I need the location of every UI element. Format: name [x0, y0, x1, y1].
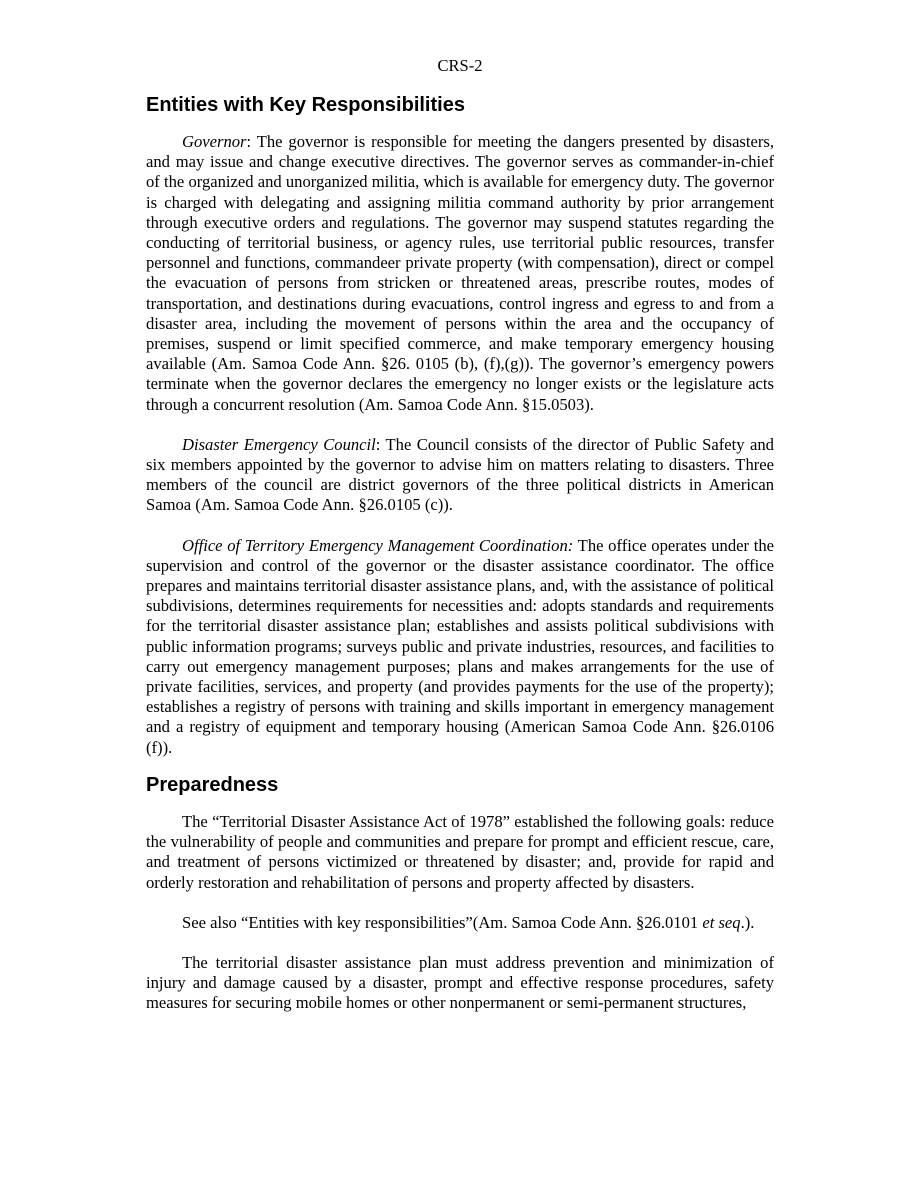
page-content — [146, 92, 774, 1034]
term-et-seq: et seq — [702, 912, 741, 932]
term-office-emergency-management: Office of Territory Emergency Management Coordination: — [182, 535, 574, 555]
paragraph-see-also — [146, 913, 774, 933]
paragraph-text: See also “Entities with key responsibilities”(Am. Samoa Code Ann. §26.0101 — [182, 912, 703, 932]
term-disaster-emergency-council: Disaster Emergency Council — [182, 434, 376, 454]
paragraph-office-emergency-management — [146, 536, 774, 758]
paragraph-text-end: .). — [740, 912, 755, 932]
paragraph-disaster-assistance-act: The “Territorial Disaster Assistance Act of 1978” established the following goals: reduce the vulnerability of people and communities and prepare for prompt and efficient rescue, care, and treatment of persons victimized or threatened by disaster; and, provide for rapid and orderly restoration and rehabilitation of persons and property affected by disasters. — [146, 811, 774, 892]
paragraph-text: : The governor is responsible for meeting the dangers presented by disasters, and may issue and change executive directives. The governor serves as commander-in-chief of the organized and unorganized militia, which is available for emergency duty. The governor is charged with delegating and assigning militia command authority by prior arrangement through executive orders and regulations. The governor may suspend statutes regarding the conducting of territorial business, or agency rules, use territorial public resources, transfer personnel and functions, commandeer private property (with compensation), direct or compel the evacuation of persons from stricken or threatened areas, prescribe routes, modes of transportation, and destinations during evacuations, control ingress and egress to and from a disaster area, including the movement of persons within the area and the occupancy of premises, suspend or limit specified commerce, and make temporary emergency housing available (Am. Samoa Code Ann. §26. 0105 (b), (f),(g)). The governor’s emergency powers terminate when the governor declares the emergency no longer exists or the legislature acts through a concurrent resolution (Am. Samoa Code Ann. §15.0503). — [146, 132, 774, 414]
paragraph-assistance-plan: The territorial disaster assistance plan must address prevention and minimization of injury and damage caused by a disaster, prompt and effective response procedures, safety measures for securing mobile homes or other nonpermanent or semi-permanent structures, — [146, 952, 774, 1013]
section-heading-entities: Entities with Key Responsibilities — [146, 94, 465, 116]
paragraph-disaster-emergency-council — [146, 435, 774, 516]
paragraph-text: The office operates under the supervision and control of the governor or the disaster assistance coordinator. The office prepares and maintains territorial disaster assistance plans, and, with the assistance of political subdivisions, determines requirements for necessities and: adopts standards and requirements for the territorial disaster assistance plan; establishes and assists political subdivisions with public information programs; surveys public and private industries, resources, and facilities to carry out emergency management purposes; plans and makes arrangements for the use of private facilities, services, and property (and provides payments for the use of the property); establishes a registry of persons with training and skills important in emergency management and a registry of equipment and temporary housing (American Samoa Code Ann. §26.0106 (f)). — [146, 535, 775, 757]
paragraph-governor — [146, 132, 774, 415]
paragraph-text: : The Council consists of the director of Public Safety and six members appointed by the governor to advise him on matters relating to disasters. Three members of the council are district governors of the three political districts in American Samoa (Am. Samoa Code Ann. §26.0105 (c)). — [146, 434, 774, 515]
section-heading-preparedness: Preparedness — [146, 773, 279, 796]
term-governor: Governor — [182, 132, 247, 151]
page-number: CRS-2 — [437, 56, 483, 75]
